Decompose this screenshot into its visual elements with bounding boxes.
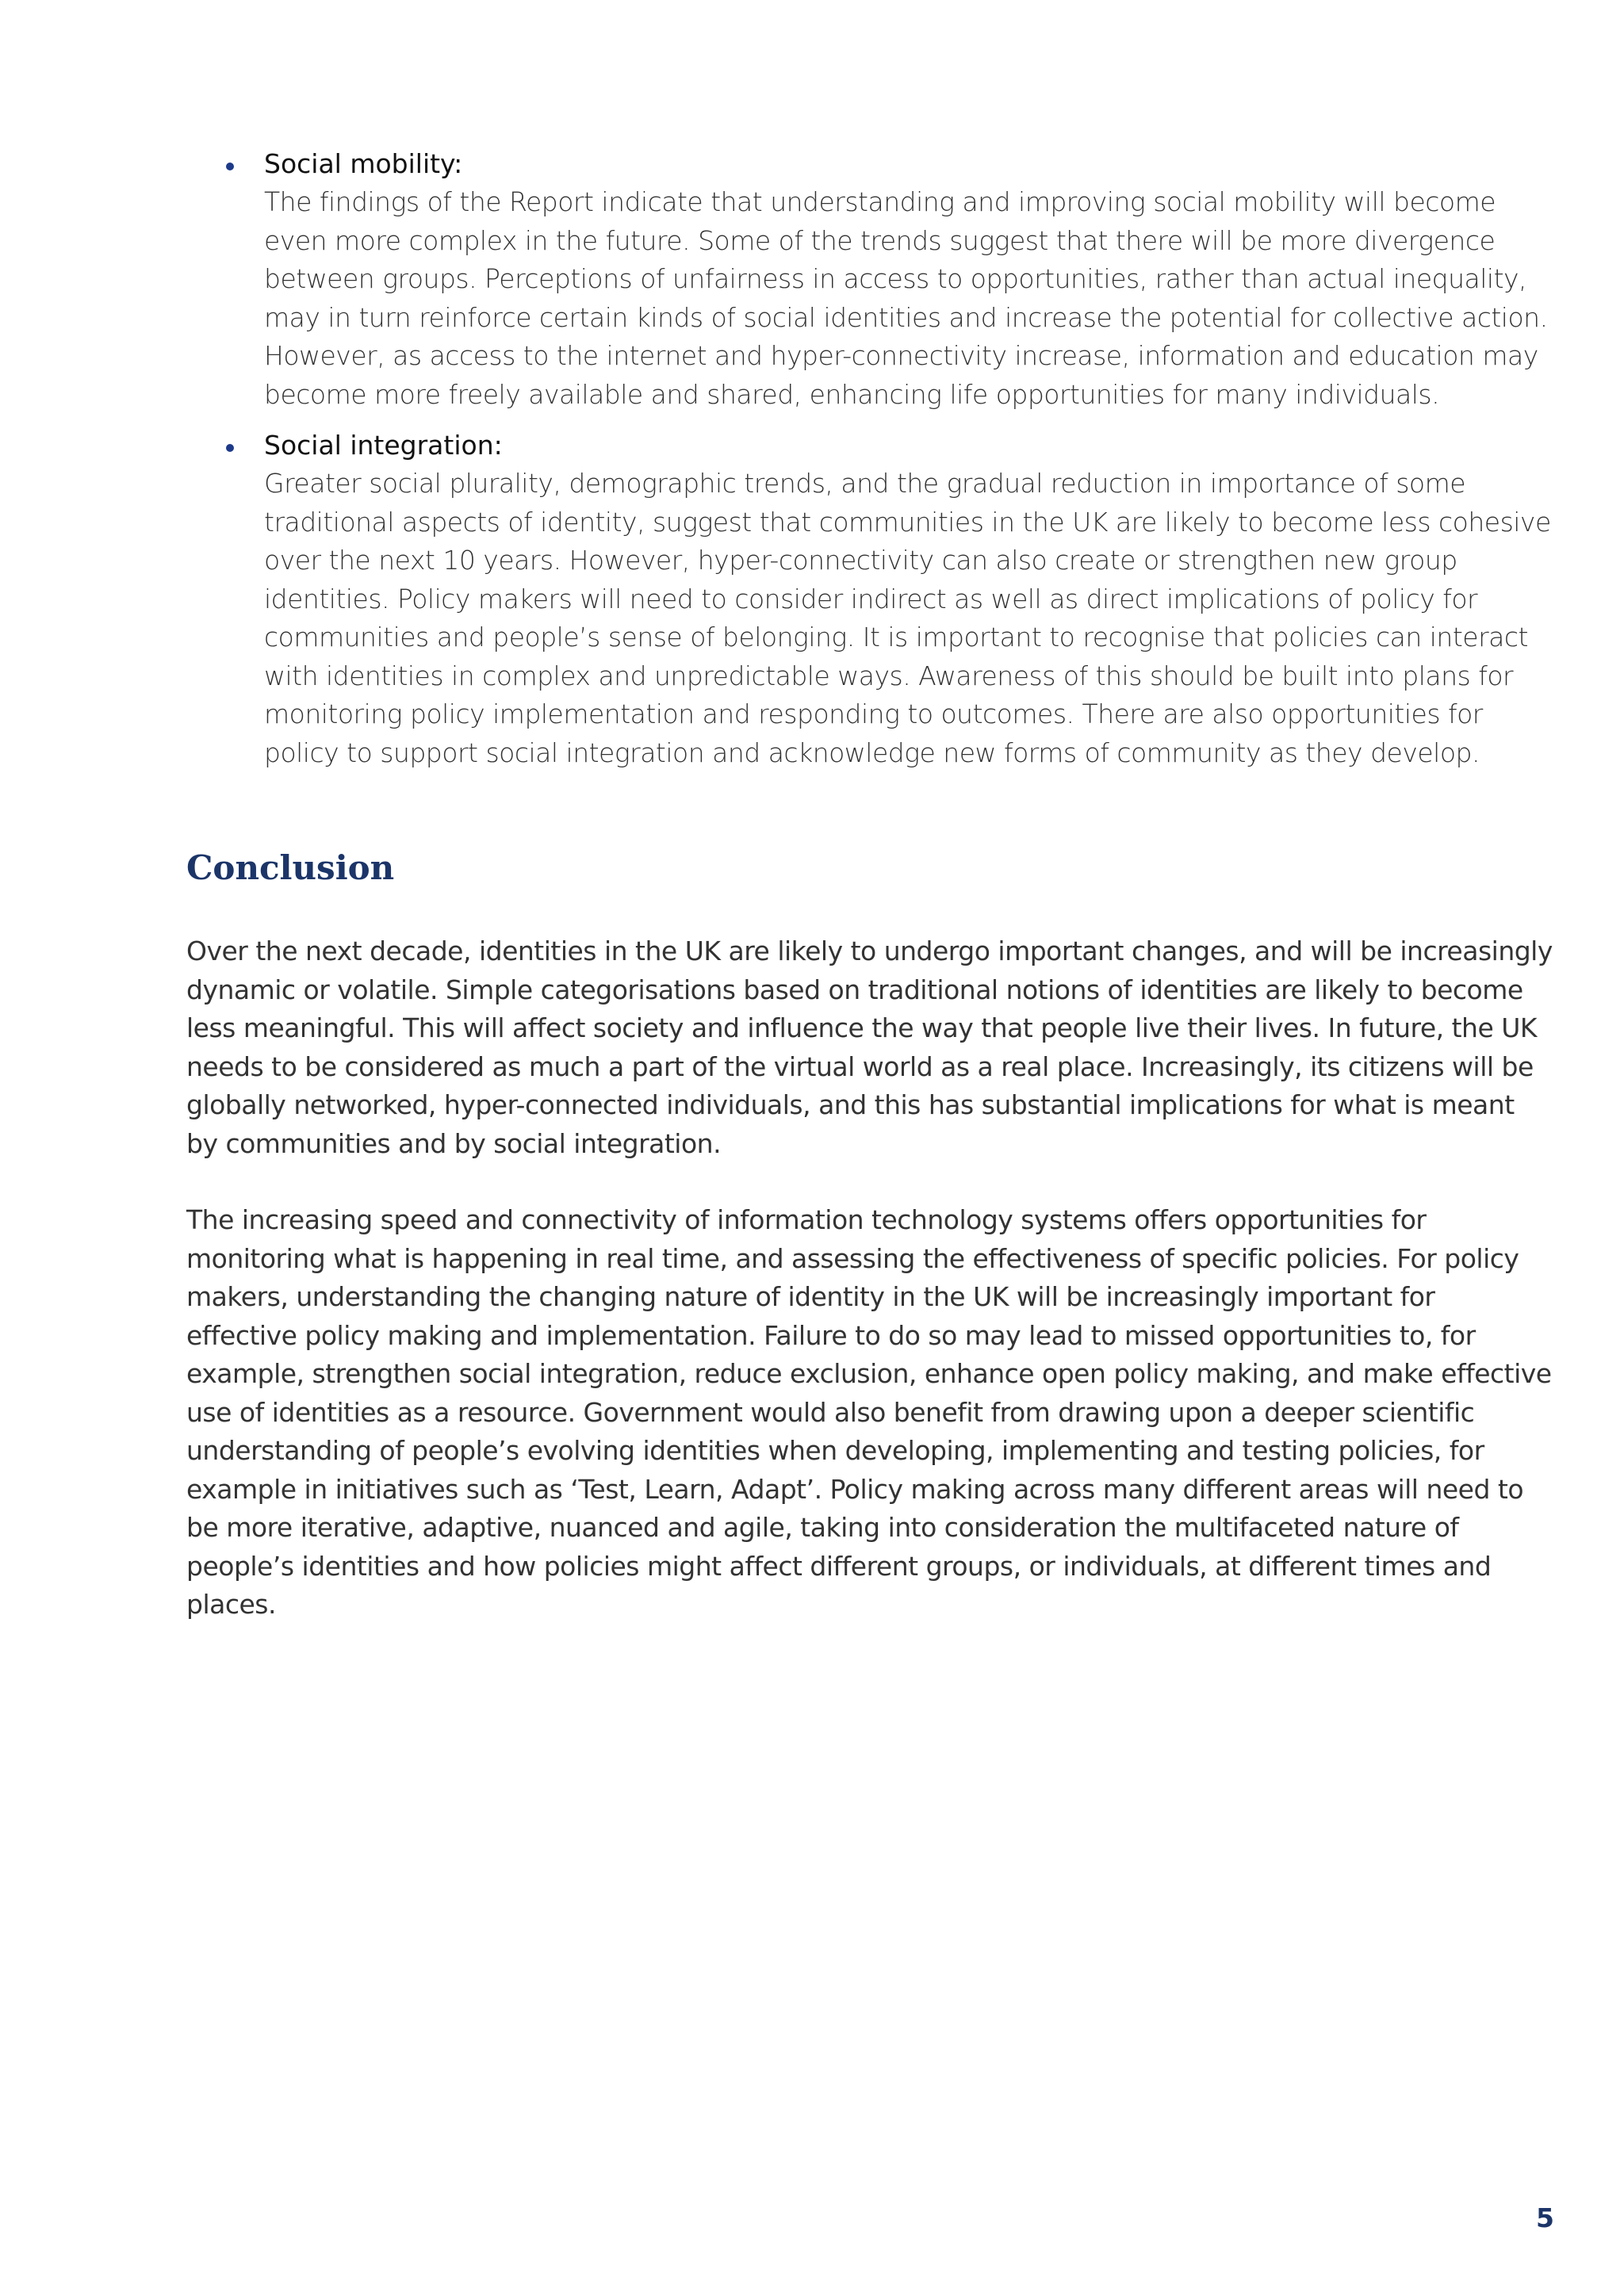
implications-bullet-list xyxy=(264,145,1553,785)
bullet-body: The findings of the Report indicate that understanding and improving social mobility will become even more complex in the future. Some of the trends suggest that there will be more divergence between groups. Perceptions of unfairness in access to opportunities, rather than actual inequality, may in turn reinforce certain kinds of social identities and increase the potential for collective action. However, as access to the internet and hyper-connectivity increase, information and education may become more freely available and shared, enhancing life opportunities for many individuals. xyxy=(264,186,1548,410)
conclusion-paragraph: The increasing speed and connectivity of information technology systems offers opportunities for monitoring what is happening in real time, and assessing the effectiveness of specific policies. For policy makers, understanding the changing nature of identity in the UK will be increasingly important for effective policy making and implementation. Failure to do so may lead to missed opportunities to, for example, strengthen social integration, reduce exclusion, enhance open policy making, and make effective use of identities as a resource. Government would also benefit from drawing upon a deeper scientific understanding of people’s evolving identities when developing, implementing and testing policies, for example in initiatives such as ‘Test, Learn, Adapt’. Policy making across many different areas will need to be more iterative, adaptive, nuanced and agile, taking into consideration the multifaceted nature of people’s identities and how policies might affect different groups, or individuals, at different times and places. xyxy=(186,1204,1552,1620)
bullet-heading: Social integration: xyxy=(264,430,503,461)
bullet-item-social-mobility xyxy=(264,145,1553,414)
bullet-heading: Social mobility: xyxy=(264,148,463,179)
bullet-body: Greater social plurality, demographic trends, and the gradual reduction in importance of some traditional aspects of identity, suggest that communities in the UK are likely to become less cohesive over the next 10 years. However, hyper-connectivity can also create or strengthen new group identities. Policy makers will need to consider indirect as well as direct implications of policy for communities and people’s sense of belonging. It is important to recognise that policies can interact with identities in complex and unpredictable ways. Awareness of this should be built into plans for monitoring policy implementation and responding to outcomes. There are also opportunities for policy to support social integration and acknowledge new forms of community as they develop. xyxy=(264,468,1551,768)
conclusion-heading: Conclusion xyxy=(186,848,395,887)
conclusion-paragraph: Over the next decade, identities in the UK are likely to undergo important changes, and will be increasingly dynamic or volatile. Simple categorisations based on traditional notions of identities are likely to become less meaningful. This will affect society and influence the way that people live their lives. In future, the UK needs to be considered as much a part of the virtual world as a real place. Increasingly, its citizens will be globally networked, hyper-connected individuals, and this has substantial implications for what is meant by communities and by social integration. xyxy=(186,936,1553,1159)
bullet-item-social-integration xyxy=(264,427,1553,772)
page-number: 5 xyxy=(1536,2202,1554,2233)
bullet-dot-icon xyxy=(226,163,234,170)
bullet-dot-icon xyxy=(226,444,234,452)
